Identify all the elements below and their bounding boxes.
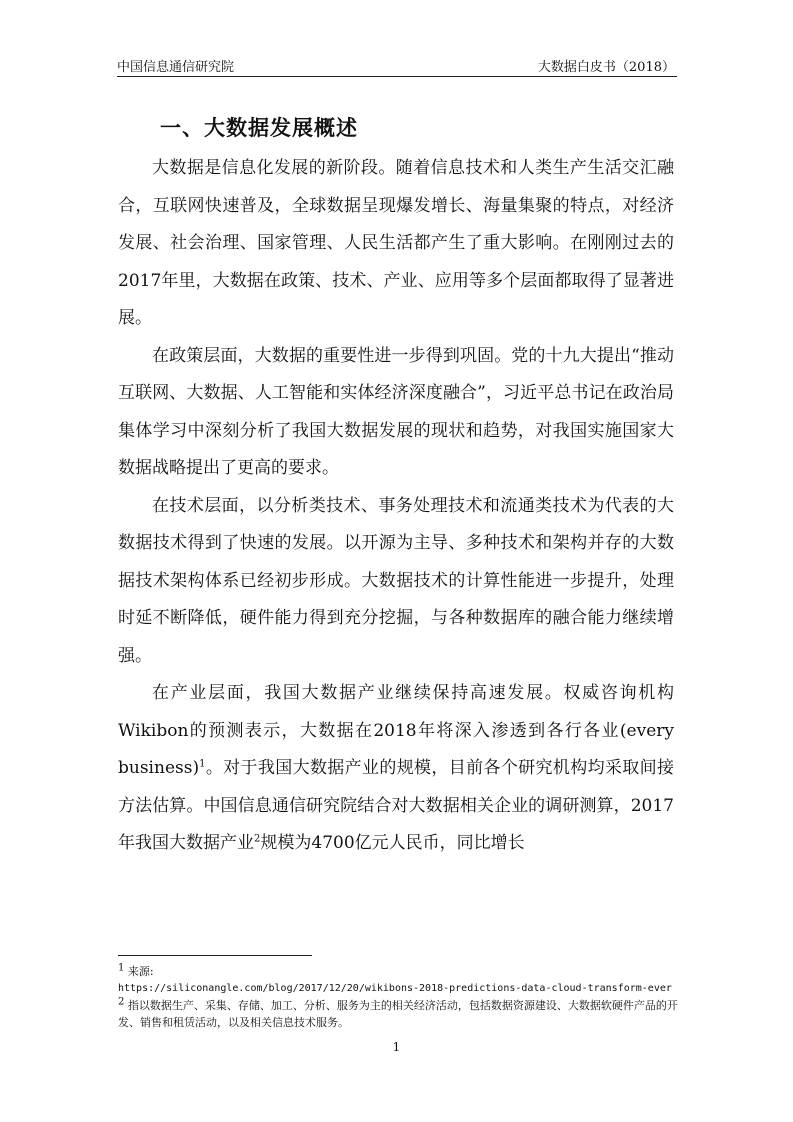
paragraph-industry [118,675,674,863]
footnote-1-mark: 1 [118,962,125,974]
paragraph-overview: 大数据是信息化发展的新阶段。随着信息技术和人类生产生活交汇融合，互联网快速普及，全球数据呈现爆发增长、海量集聚的特点，对经济发展、社会治理、国家管理、人民生活都产生了重大影响。在刚刚过去的2017年里，大数据在政策、技术、产业、应用等多个层面都取得了显著进展。 [118,158,674,328]
header-divider [117,76,677,77]
footnote-divider [118,955,312,956]
paragraph-policy: 在政策层面，大数据的重要性进一步得到巩固。党的十九大提出“推动互联网、大数据、人工智能和实体经济深度融合”，习近平总书记在政治局集体学习中深刻分析了我国大数据发展的现状和趋势，对我国实施国家大数据战略提出了更高的要求。 [118,345,674,478]
header-document-title: 大数据白皮书（2018） [537,60,675,75]
footnote-ref-1[interactable]: 1 [199,758,206,770]
paragraph-industry-part-b: 。对于我国大数据产业的规模，目前各个研究机构均采取间接方法估算。中国信息通信研究院结合对大数据相关企业的调研测算，2017年我国大数据产业 [118,758,674,853]
footnote-ref-2[interactable]: 2 [254,833,261,845]
footnote-2 [118,997,678,1031]
footnote-1 [118,963,678,980]
paragraph-technology: 在技术层面，以分析类技术、事务处理技术和流通类技术为代表的大数据技术得到了快速的发展。以开源为主导、多种技术和架构并存的大数据技术架构体系已经初步形成。大数据技术的计算性能进一步提升，处理时延不断降低，硬件能力得到充分挖掘，与各种数据库的融合能力继续增强。 [118,495,674,666]
page-number: 1 [392,1040,401,1054]
footnote-1-url[interactable]: https://siliconangle.com/blog/2017/12/20/wikibons-2018-predictions-data-cloud-transform-ever [118,983,672,994]
paragraph-industry-part-a: 在产业层面，我国大数据产业继续保持高速发展。权威咨询机构Wikibon的预测表示，大数据在2018年将深入渗透到各行各业(every business) [118,683,674,778]
header-organization: 中国信息通信研究院 [117,60,235,75]
section-title: 一、大数据发展概述 [160,116,358,140]
paragraph-industry-part-c: 规模为4700亿元人民币，同比增长 [260,833,525,853]
body-text [118,150,674,863]
footnote-1-label: 来源: [127,965,154,978]
footnote-2-mark: 2 [118,996,125,1008]
footnotes [118,963,678,1031]
footnote-2-text: 指以数据生产、采集、存储、加工、分析、服务为主的相关经济活动，包括数据资源建设、大数据软硬件产品的开发、销售和租赁活动，以及相关信息技术服务。 [118,999,678,1029]
